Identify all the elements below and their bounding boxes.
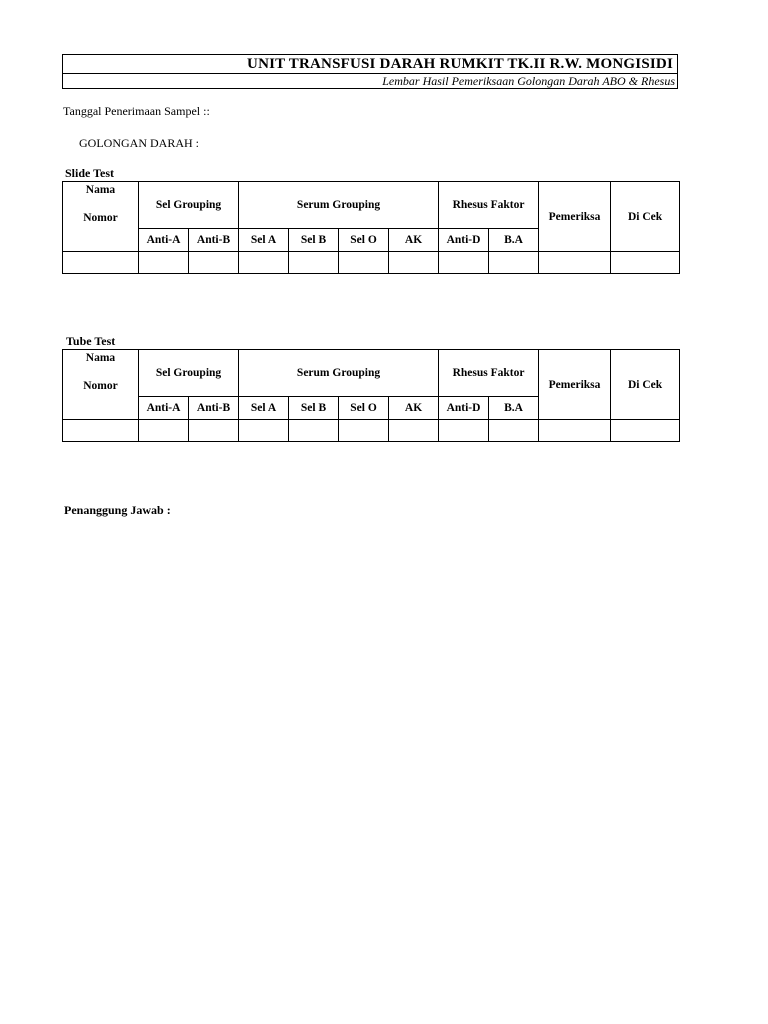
- sub-sel-a: Sel A: [239, 229, 289, 252]
- slide-test-table: [62, 181, 680, 274]
- serum-grouping-header: Serum Grouping: [239, 350, 439, 397]
- sel-grouping-header: Sel Grouping: [139, 182, 239, 229]
- sub-sel-o: Sel O: [339, 229, 389, 252]
- report-header: [62, 54, 678, 89]
- input-cell[interactable]: [139, 420, 189, 442]
- sub-anti-d: Anti-D: [439, 229, 489, 252]
- input-cell[interactable]: [339, 420, 389, 442]
- nama-label: Nama: [85, 352, 116, 364]
- input-cell[interactable]: [139, 252, 189, 274]
- input-cell[interactable]: [611, 252, 680, 274]
- table-row: [63, 252, 680, 274]
- sub-ba: B.A: [489, 397, 539, 420]
- rhesus-faktor-header: Rhesus Faktor: [439, 350, 539, 397]
- input-cell[interactable]: [439, 420, 489, 442]
- input-cell[interactable]: [189, 252, 239, 274]
- unit-title: UNIT TRANSFUSI DARAH RUMKIT TK.II R.W. MONGISIDI: [63, 55, 677, 74]
- sub-ak: AK: [389, 229, 439, 252]
- input-cell[interactable]: [389, 252, 439, 274]
- sub-anti-b: Anti-B: [189, 397, 239, 420]
- form-subtitle: Lembar Hasil Pemeriksaan Golongan Darah ABO & Rhesus: [382, 74, 675, 88]
- di-cek-header: Di Cek: [611, 182, 680, 252]
- sub-ak: AK: [389, 397, 439, 420]
- tube-test-title: Tube Test: [66, 334, 116, 348]
- pemeriksa-header: Pemeriksa: [539, 350, 611, 420]
- nama-nomor-header: [63, 350, 139, 420]
- input-cell[interactable]: [63, 420, 139, 442]
- input-cell[interactable]: [289, 252, 339, 274]
- sub-anti-d: Anti-D: [439, 397, 489, 420]
- input-cell[interactable]: [239, 252, 289, 274]
- sub-ba: B.A: [489, 229, 539, 252]
- input-cell[interactable]: [439, 252, 489, 274]
- nomor-label: Nomor: [83, 380, 118, 392]
- tube-test-table: [62, 349, 680, 442]
- input-cell[interactable]: [63, 252, 139, 274]
- table-row: [63, 420, 680, 442]
- input-cell[interactable]: [339, 252, 389, 274]
- input-cell[interactable]: [239, 420, 289, 442]
- sel-grouping-header: Sel Grouping: [139, 350, 239, 397]
- sub-anti-b: Anti-B: [189, 229, 239, 252]
- pemeriksa-header: Pemeriksa: [539, 182, 611, 252]
- input-cell[interactable]: [539, 420, 611, 442]
- nama-nomor-header: [63, 182, 139, 252]
- input-cell[interactable]: [389, 420, 439, 442]
- input-cell[interactable]: [611, 420, 680, 442]
- blood-group-label: GOLONGAN DARAH :: [79, 136, 199, 150]
- sample-date-label: Tanggal Penerimaan Sampel ::: [63, 104, 210, 118]
- input-cell[interactable]: [539, 252, 611, 274]
- nama-label: Nama: [85, 184, 116, 196]
- rhesus-faktor-header: Rhesus Faktor: [439, 182, 539, 229]
- sub-sel-o: Sel O: [339, 397, 389, 420]
- sub-anti-a: Anti-A: [139, 229, 189, 252]
- sub-sel-b: Sel B: [289, 229, 339, 252]
- input-cell[interactable]: [289, 420, 339, 442]
- input-cell[interactable]: [489, 252, 539, 274]
- serum-grouping-header: Serum Grouping: [239, 182, 439, 229]
- nomor-label: Nomor: [83, 212, 118, 224]
- slide-test-title: Slide Test: [65, 166, 115, 180]
- sub-anti-a: Anti-A: [139, 397, 189, 420]
- responsible-label: Penanggung Jawab :: [64, 503, 171, 517]
- sub-sel-b: Sel B: [289, 397, 339, 420]
- di-cek-header: Di Cek: [611, 350, 680, 420]
- sub-sel-a: Sel A: [239, 397, 289, 420]
- input-cell[interactable]: [489, 420, 539, 442]
- input-cell[interactable]: [189, 420, 239, 442]
